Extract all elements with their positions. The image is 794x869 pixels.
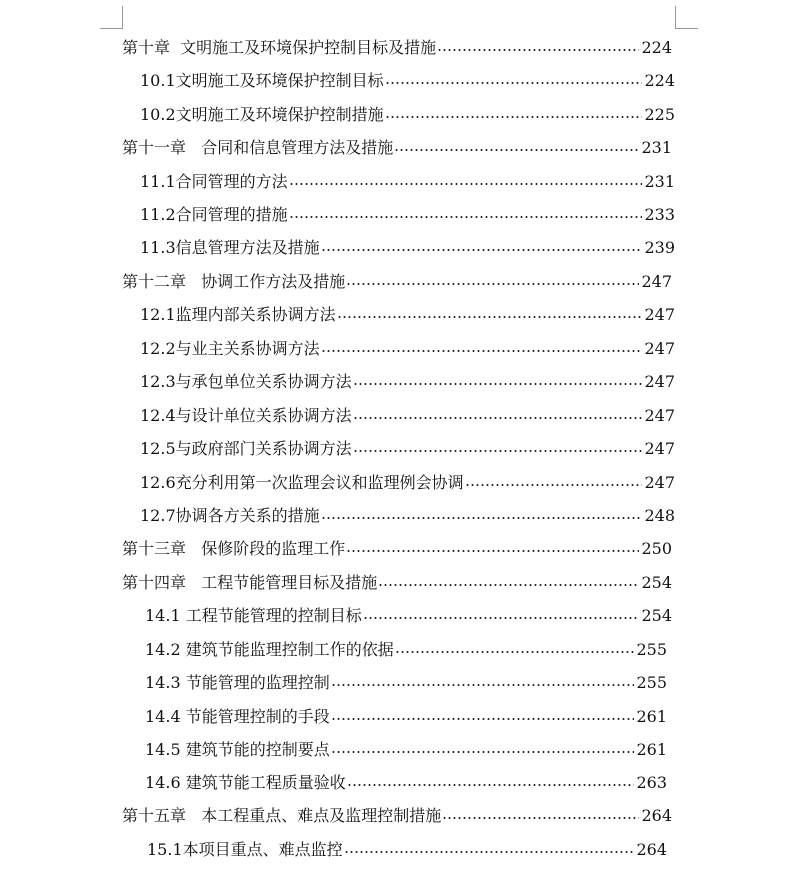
- toc-entry[interactable]: [140, 64, 675, 97]
- toc-entry[interactable]: [140, 466, 675, 499]
- toc-entry[interactable]: [145, 666, 667, 699]
- toc-entry-title: 10.2文明施工及环境保护控制措施: [140, 105, 384, 124]
- toc-entry-page: 233: [644, 205, 675, 224]
- toc-entry[interactable]: [140, 499, 675, 532]
- toc-entry[interactable]: [147, 833, 667, 866]
- toc-entry-title: 12.4与设计单位关系协调方法: [140, 406, 352, 425]
- toc-leader-dots: [437, 49, 639, 51]
- toc-entry-title: 11.1合同管理的方法: [140, 172, 288, 191]
- toc-entry-title: 第十四章 工程节能管理目标及措施: [122, 573, 378, 592]
- toc-entry[interactable]: [122, 265, 672, 298]
- toc-entry-title: 11.3信息管理方法及措施: [140, 238, 320, 257]
- toc-leader-dots: [346, 550, 639, 552]
- page-corner-mark-right: [675, 6, 698, 29]
- toc-entry[interactable]: [145, 766, 667, 799]
- toc-entry-page: 247: [644, 372, 675, 391]
- toc-leader-dots: [321, 249, 643, 251]
- toc-entry-title: 15.1本项目重点、难点监控: [147, 840, 343, 859]
- toc-entry[interactable]: [140, 365, 675, 398]
- toc-entry-title: 12.3与承包单位关系协调方法: [140, 372, 352, 391]
- toc-entry-page: 255: [636, 673, 667, 692]
- toc-entry-title: 14.3 节能管理的监理控制: [145, 673, 330, 692]
- toc-entry[interactable]: [140, 332, 675, 365]
- toc-entry[interactable]: [140, 198, 675, 231]
- toc-leader-dots: [395, 651, 635, 653]
- toc-entry[interactable]: [140, 399, 675, 432]
- toc-leader-dots: [385, 116, 643, 118]
- toc-leader-dots: [321, 350, 643, 352]
- toc-leader-dots: [353, 450, 643, 452]
- toc-entry[interactable]: [122, 532, 672, 565]
- toc-entry[interactable]: [145, 700, 667, 733]
- toc-leader-dots: [289, 216, 643, 218]
- toc-entry-page: 224: [641, 38, 672, 57]
- toc-entry-page: 250: [641, 539, 672, 558]
- toc-entry-title: 第十五章 本工程重点、难点及监理控制措施: [122, 806, 442, 825]
- toc-entry[interactable]: [140, 231, 675, 264]
- toc-leader-dots: [344, 851, 635, 853]
- toc-entry-page: 255: [636, 640, 667, 659]
- toc-entry-title: 12.2与业主关系协调方法: [140, 339, 320, 358]
- toc-entry-title: 11.2合同管理的措施: [140, 205, 288, 224]
- toc-entry[interactable]: [140, 432, 675, 465]
- toc-entry[interactable]: [122, 31, 672, 64]
- toc-entry-page: 264: [636, 840, 667, 859]
- page-corner-mark-left: [100, 6, 123, 29]
- toc-entry-page: 248: [644, 506, 675, 525]
- toc-leader-dots: [394, 149, 639, 151]
- toc-entry[interactable]: [145, 599, 672, 632]
- toc-leader-dots: [321, 517, 643, 519]
- toc-entry-page: 239: [644, 238, 675, 257]
- toc-entry-title: 14.6 建筑节能工程质量验收: [145, 773, 346, 792]
- toc-entry-title: 第十一章 合同和信息管理方法及措施: [122, 138, 394, 157]
- toc-entry-title: 12.1监理内部关系协调方法: [140, 305, 336, 324]
- toc-entry[interactable]: [145, 633, 667, 666]
- toc-entry[interactable]: [145, 733, 667, 766]
- toc-entry-page: 254: [641, 573, 672, 592]
- toc-entry-title: 第十三章 保修阶段的监理工作: [122, 539, 346, 558]
- toc-entry-page: 247: [644, 406, 675, 425]
- toc-entry-page: 225: [644, 105, 675, 124]
- toc-leader-dots: [353, 383, 643, 385]
- toc-entry-page: 231: [641, 138, 672, 157]
- toc-leader-dots: [331, 684, 635, 686]
- toc-entry-title: 10.1文明施工及环境保护控制目标: [140, 71, 384, 90]
- toc-leader-dots: [331, 718, 635, 720]
- toc-entry-page: 263: [636, 773, 667, 792]
- toc-entry-page: 247: [644, 339, 675, 358]
- toc-entry-page: 264: [641, 806, 672, 825]
- toc-entry-page: 247: [644, 439, 675, 458]
- toc-entry-title: 14.1 工程节能管理的控制目标: [145, 606, 362, 625]
- toc-leader-dots: [465, 484, 643, 486]
- toc-entry-page: 247: [644, 305, 675, 324]
- toc-leader-dots: [347, 784, 635, 786]
- toc-entry-title: 第十章 文明施工及环境保护控制目标及措施: [122, 38, 437, 57]
- toc-entry-title: 12.6充分利用第一次监理会议和监理例会协调: [140, 473, 464, 492]
- toc-leader-dots: [378, 584, 639, 586]
- toc-entry-page: 247: [644, 473, 675, 492]
- toc-leader-dots: [337, 316, 643, 318]
- toc-leader-dots: [346, 283, 639, 285]
- toc-leader-dots: [363, 617, 640, 619]
- toc-leader-dots: [353, 417, 643, 419]
- toc-entry[interactable]: [140, 98, 675, 131]
- toc-entry-page: 261: [636, 707, 667, 726]
- toc-entry-title: 14.2 建筑节能监理控制工作的依据: [145, 640, 394, 659]
- toc-entry-title: 第十二章 协调工作方法及措施: [122, 272, 346, 291]
- toc-leader-dots: [331, 751, 635, 753]
- toc-entry[interactable]: [122, 131, 672, 164]
- toc-entry-page: 224: [644, 71, 675, 90]
- toc-entry-page: 261: [636, 740, 667, 759]
- toc-entry-page: 231: [644, 172, 675, 191]
- toc-entry-title: 12.7协调各方关系的措施: [140, 506, 320, 525]
- toc-entry-title: 14.5 建筑节能的控制要点: [145, 740, 330, 759]
- toc-entry[interactable]: [122, 799, 672, 832]
- toc-entry-page: 247: [641, 272, 672, 291]
- toc-leader-dots: [289, 183, 643, 185]
- toc-entry[interactable]: [140, 165, 675, 198]
- toc-entry-title: 14.4 节能管理控制的手段: [145, 707, 330, 726]
- toc-entry[interactable]: [122, 566, 672, 599]
- toc-entry-title: 12.5与政府部门关系协调方法: [140, 439, 352, 458]
- toc-entry-page: 254: [641, 606, 672, 625]
- toc-leader-dots: [385, 82, 643, 84]
- toc-leader-dots: [442, 817, 639, 819]
- toc-entry[interactable]: [140, 298, 675, 331]
